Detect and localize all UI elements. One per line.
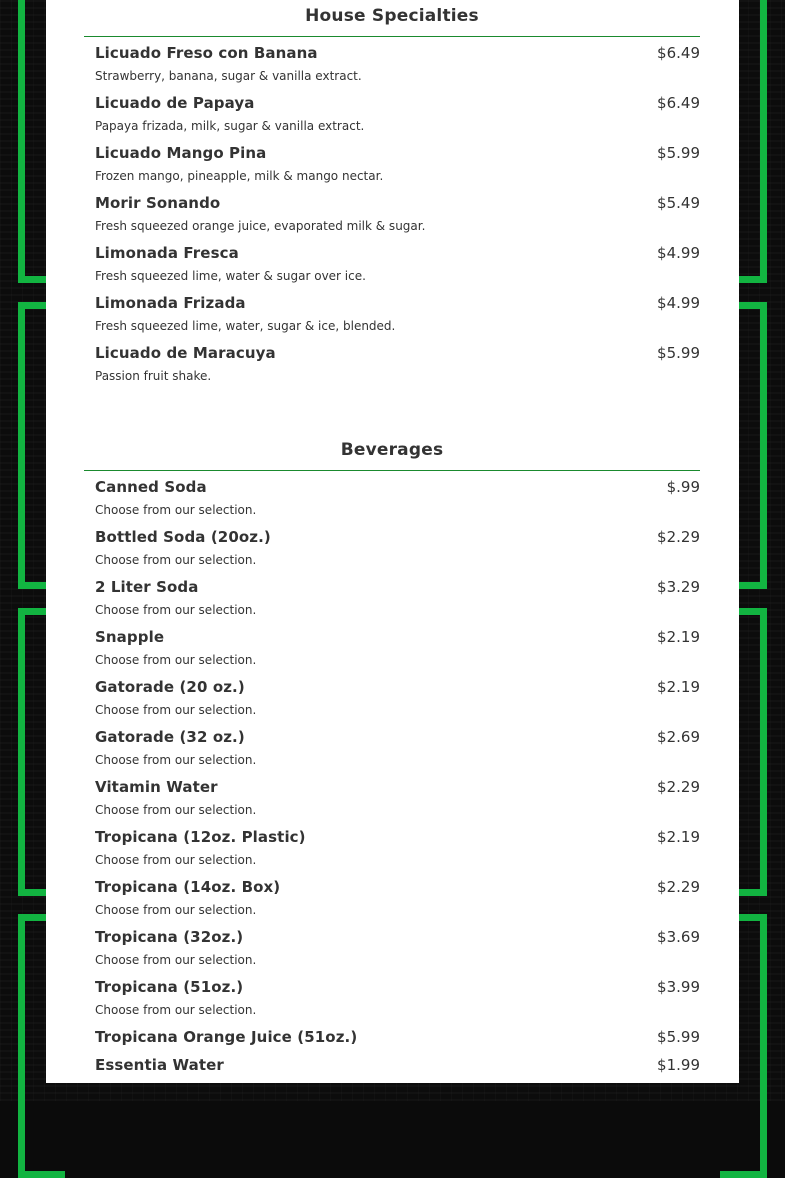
menu-item-price: $5.99: [657, 144, 700, 162]
menu-item-price: $5.99: [657, 344, 700, 362]
menu-card[interactable]: [46, 0, 739, 1083]
menu-item-description: Choose from our selection.: [95, 753, 257, 767]
section-title: House Specialties: [84, 0, 700, 37]
menu-item-price: $2.29: [657, 778, 700, 796]
menu-item[interactable]: [84, 1049, 700, 1077]
item-list: [84, 471, 700, 1077]
menu-item-name: Canned Soda: [95, 478, 207, 496]
menu-item-name: 2 Liter Soda: [95, 578, 199, 596]
menu-item-name: Gatorade (20 oz.): [95, 678, 245, 696]
menu-item[interactable]: [84, 621, 700, 671]
menu-item-price: $2.19: [657, 828, 700, 846]
menu-item-price: $5.99: [657, 1028, 700, 1046]
menu-item[interactable]: [84, 187, 700, 237]
menu-item-description: Choose from our selection.: [95, 603, 257, 617]
menu-item-price: $.99: [666, 478, 700, 496]
menu-item-price: $2.19: [657, 628, 700, 646]
menu-item-name: Limonada Frizada: [95, 294, 246, 312]
menu-item-name: Licuado de Papaya: [95, 94, 255, 112]
menu-item[interactable]: [84, 337, 700, 387]
menu-item-description: Choose from our selection.: [95, 853, 257, 867]
item-list: [84, 37, 700, 387]
menu-item[interactable]: [84, 971, 700, 1021]
menu-item-name: Licuado Freso con Banana: [95, 44, 318, 62]
menu-item-name: Tropicana (51oz.): [95, 978, 244, 996]
menu-item[interactable]: [84, 571, 700, 621]
menu-item-description: Frozen mango, pineapple, milk & mango nectar.: [95, 169, 384, 183]
menu-item-name: Tropicana (32oz.): [95, 928, 244, 946]
menu-item-description: Choose from our selection.: [95, 1003, 257, 1017]
menu-item-price: $4.99: [657, 244, 700, 262]
menu-item-price: $3.69: [657, 928, 700, 946]
menu-item-name: Snapple: [95, 628, 165, 646]
menu-item-name: Licuado Mango Pina: [95, 144, 267, 162]
menu-item[interactable]: [84, 287, 700, 337]
menu-item-description: Strawberry, banana, sugar & vanilla extract.: [95, 69, 362, 83]
menu-item-description: Choose from our selection.: [95, 903, 257, 917]
menu-item[interactable]: [84, 721, 700, 771]
menu-item-price: $2.69: [657, 728, 700, 746]
menu-item-name: Tropicana (14oz. Box): [95, 878, 281, 896]
menu-item[interactable]: [84, 771, 700, 821]
menu-item-description: Fresh squeezed orange juice, evaporated milk & sugar.: [95, 219, 426, 233]
menu-item-price: $6.49: [657, 94, 700, 112]
menu-item-price: $1.99: [657, 1056, 700, 1074]
menu-item-description: Papaya frizada, milk, sugar & vanilla extract.: [95, 119, 365, 133]
menu-item-description: Choose from our selection.: [95, 953, 257, 967]
menu-item-description: Choose from our selection.: [95, 503, 257, 517]
menu-item-description: Choose from our selection.: [95, 703, 257, 717]
menu-item[interactable]: [84, 521, 700, 571]
menu-item-price: $5.49: [657, 194, 700, 212]
menu-item-price: $2.29: [657, 528, 700, 546]
menu-item[interactable]: [84, 237, 700, 287]
menu-item-description: Choose from our selection.: [95, 553, 257, 567]
menu-item-name: Limonada Fresca: [95, 244, 239, 262]
menu-item[interactable]: [84, 1021, 700, 1049]
menu-item-name: Licuado de Maracuya: [95, 344, 276, 362]
menu-item-price: $4.99: [657, 294, 700, 312]
menu-item[interactable]: [84, 921, 700, 971]
menu-item-price: $6.49: [657, 44, 700, 62]
menu-item-description: Choose from our selection.: [95, 803, 257, 817]
menu-item[interactable]: [84, 137, 700, 187]
menu-item[interactable]: [84, 821, 700, 871]
menu-item-description: Fresh squeezed lime, water & sugar over ice.: [95, 269, 366, 283]
menu-item-price: $3.29: [657, 578, 700, 596]
menu-item[interactable]: [84, 87, 700, 137]
menu-item-name: Morir Sonando: [95, 194, 221, 212]
menu-item-description: Choose from our selection.: [95, 653, 257, 667]
menu-section-house-specialties: [84, 0, 700, 387]
section-title: Beverages: [84, 434, 700, 471]
menu-item-price: $3.99: [657, 978, 700, 996]
menu-item-description: Passion fruit shake.: [95, 369, 212, 383]
menu-section-beverages: [84, 434, 700, 1077]
menu-item-name: Gatorade (32 oz.): [95, 728, 245, 746]
menu-item-description: Fresh squeezed lime, water, sugar & ice, blended.: [95, 319, 396, 333]
menu-item-name: Essentia Water: [95, 1056, 224, 1074]
menu-item-price: $2.19: [657, 678, 700, 696]
menu-item-price: $2.29: [657, 878, 700, 896]
menu-item[interactable]: [84, 671, 700, 721]
menu-item[interactable]: [84, 37, 700, 87]
menu-item-name: Bottled Soda (20oz.): [95, 528, 271, 546]
menu-item[interactable]: [84, 471, 700, 521]
menu-item-name: Tropicana Orange Juice (51oz.): [95, 1028, 358, 1046]
menu-item-name: Tropicana (12oz. Plastic): [95, 828, 306, 846]
menu-item-name: Vitamin Water: [95, 778, 218, 796]
menu-item[interactable]: [84, 871, 700, 921]
